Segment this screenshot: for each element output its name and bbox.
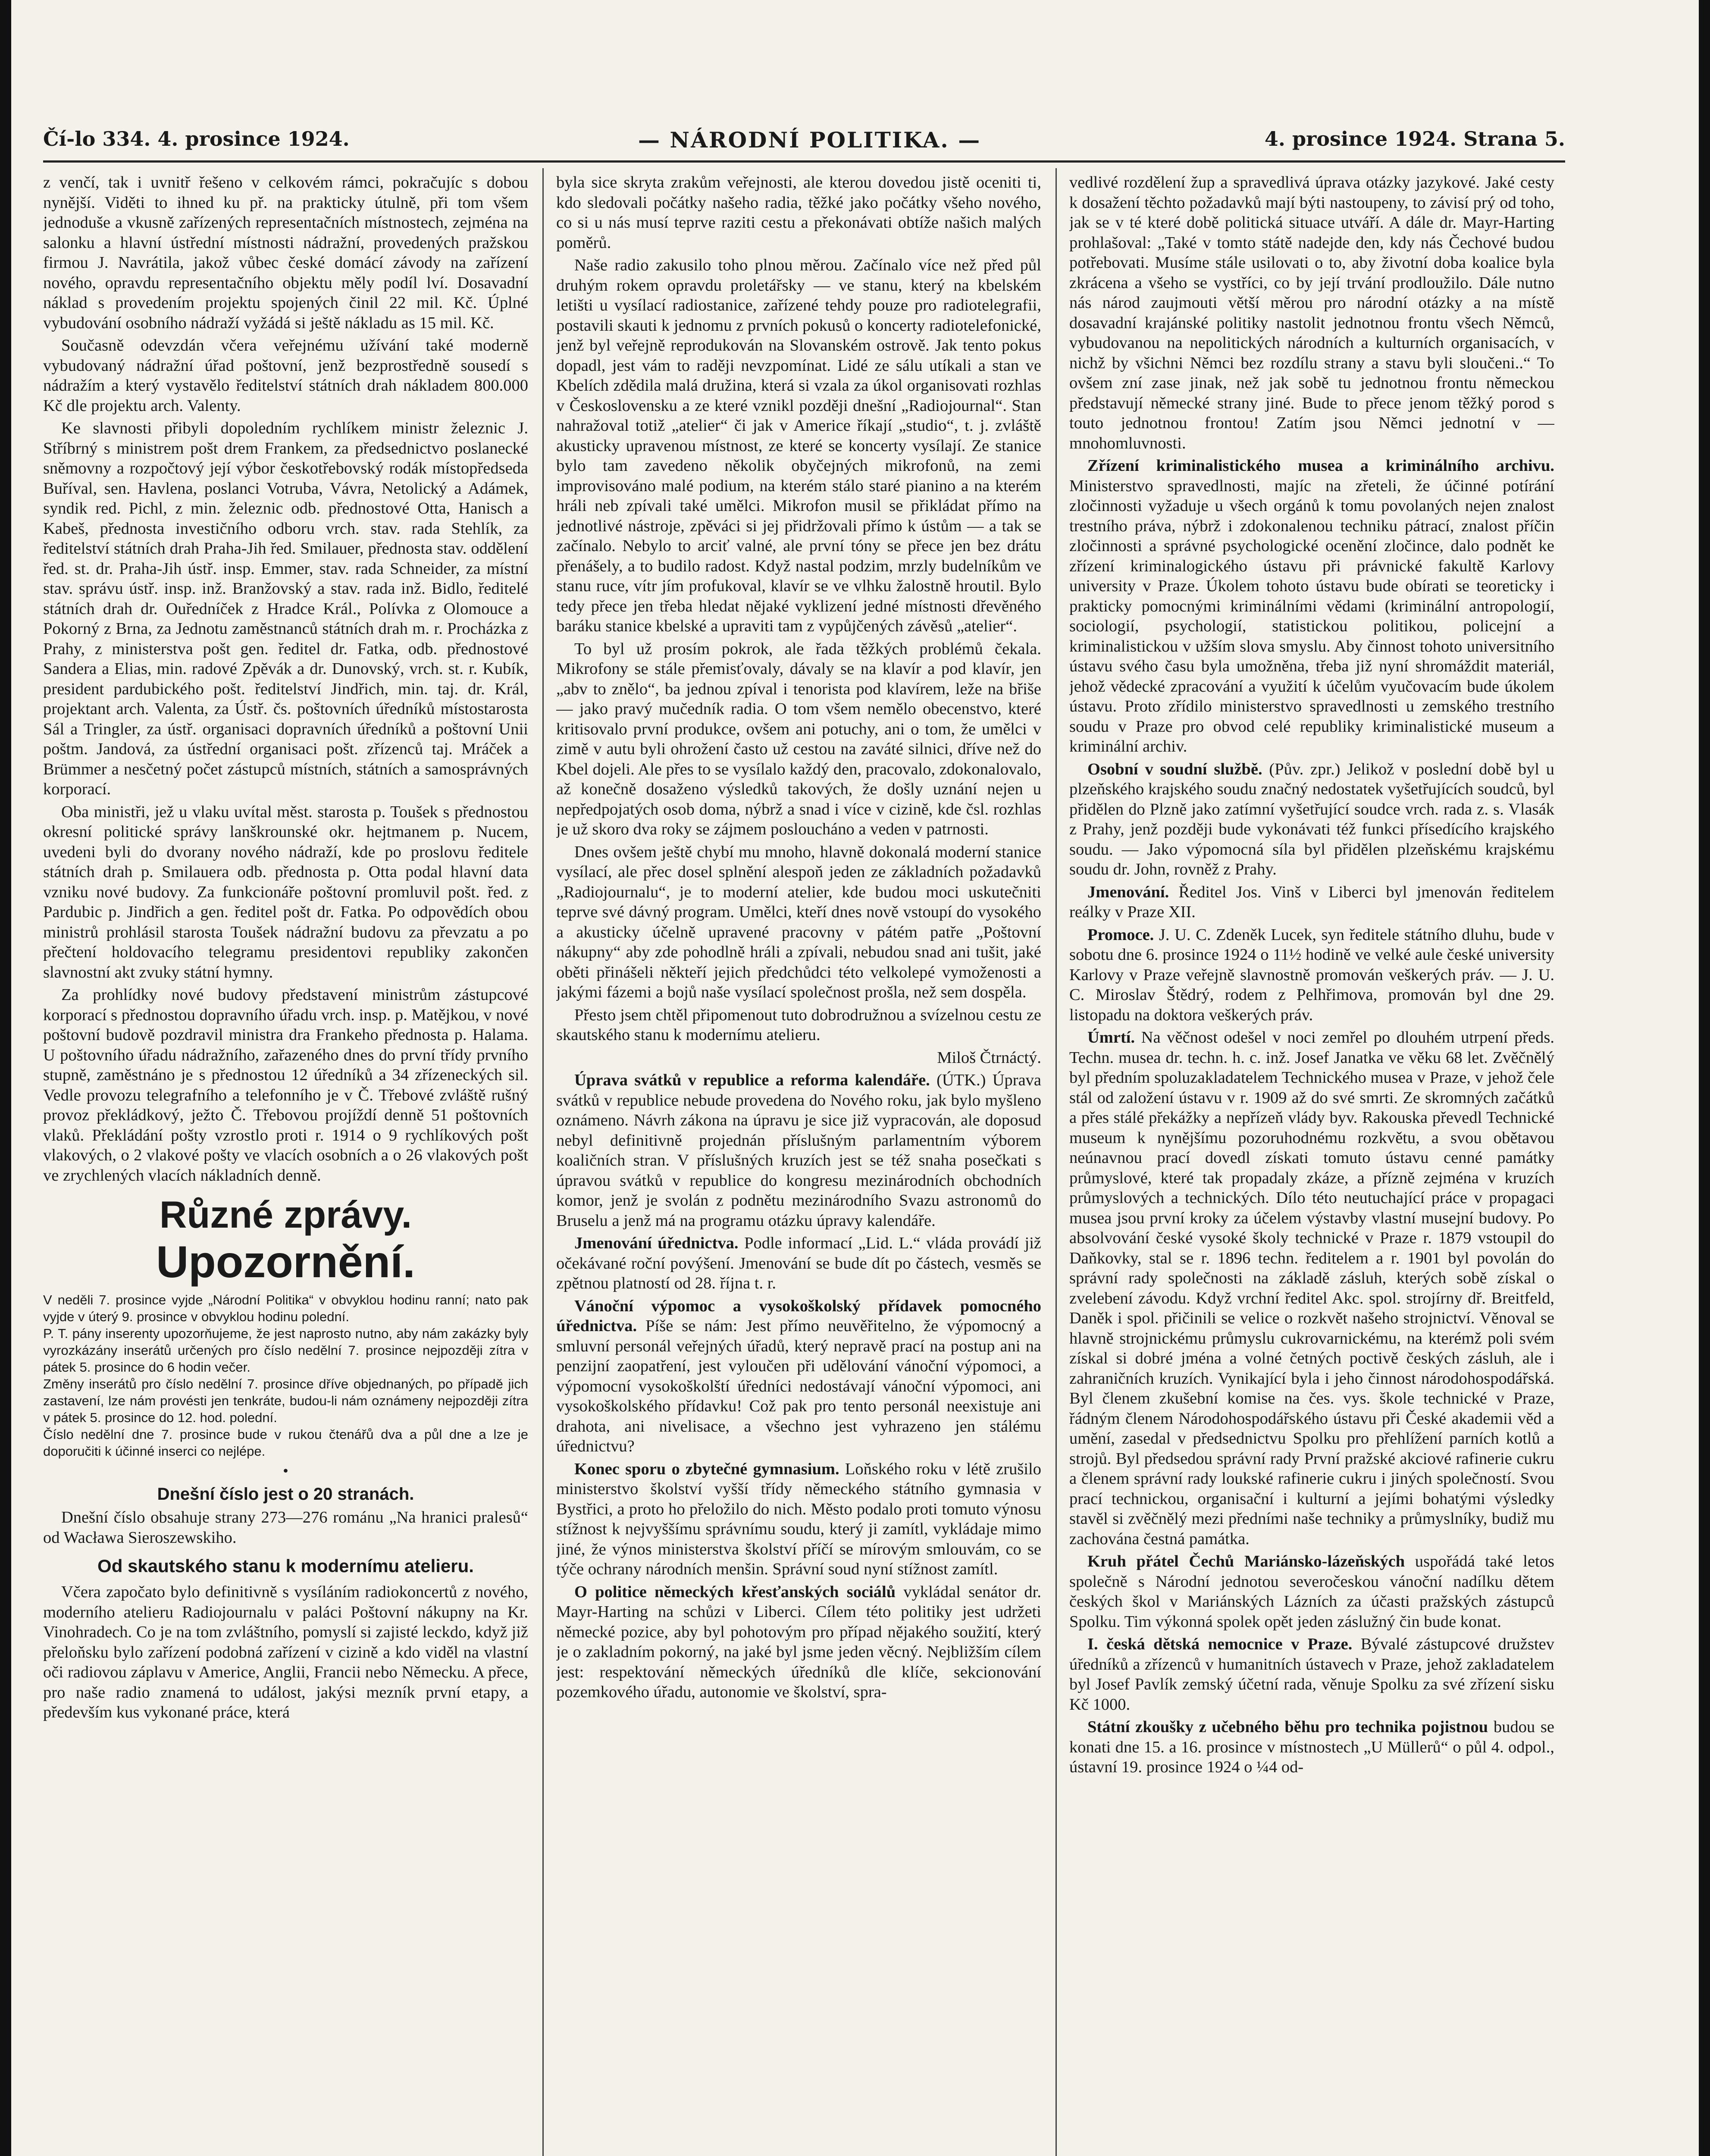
news-item (1069, 1717, 1554, 1777)
news-item (1069, 759, 1554, 880)
news-text: Podle informací „Lid. L.“ vláda provádí již očekávané roční povýšení. Jmenování se bude dít po částech, vesměs se zpětnou platností od 28. října t. r. (556, 1234, 1041, 1292)
separator-dot: • (282, 1464, 290, 1479)
news-text: Ředitel Jos. Vinš v Liberci byl jmenován ředitelem reálky v Praze XII. (1069, 883, 1554, 921)
news-text: Loňského roku v létě zrušilo ministerstvo školství vyšší třídy německého státního gymnasia v Bystřici, a proto ho přeložilo do nich. Město podalo proti tomuto výnosu stížnost k nejvyššímu správnímu soudu, který ji zamítl, vykládaje mimo jiné, že výnos ministerstva školství příčí se mírovým smlouvám, co se týče ochrany národních menšin. Správní soud nyní stížnost zamítl. (556, 1460, 1041, 1578)
page-header (43, 127, 1565, 164)
article-paragraph: Za prohlídky nové budovy představení ministrům zástupcové korporací s přednostou dopravního úřadu vrch. insp. p. Matějkou, v nové poštovní budově pozdravil ministra dra Frankeho přednosta p. Halama. U poštovního úřadu nádražního, zařazeného dnes do první třídy prvního stupně, zaměstnáno je s přednostou 12 úředníků a 34 zřízeneckých sil. Vedle provozu telegrafního a telefonního je v Č. Třebové zvláště rušný provoz překládkový, ježto Č. Třebovou projíždí denně 51 poštovních vlaků. Překládání pošty vzrostlo proti r. 1914 o 9 rychlíkových pošt vlakových, o 2 vlakové pošty ve vlacích osobních a o 26 vlakových pošt ve zrychlených vlacích nákladních denně. (43, 986, 528, 1185)
article-paragraph: byla sice skryta zrakům veřejnosti, ale kterou dovedou jistě oceniti ti, kdo sledovali počátky našeho radia, těžké jako počátky všeho nového, co si u nás musí teprve raziti cestu a překonávati obtíže našich malých poměrů. (556, 173, 1041, 252)
article-paragraph: To byl už prosím pokrok, ale řada těžkých problémů čekala. Mikrofony se stále přemisťovaly, dávaly se na klavír a pod klavír, jen „abv to znělo“, ba jednou zpíval i tenorista pod klavírem, leže na břiše — jako pravý mučedník radia. O tom všem nemělo obecenstvo, které kritisovalo první produkce, ovšem ani potuchy, ani o tom, že umělci v zimě v autu byli ohrožení často už cestou na zaváté silnici, dříve než do Kbel dojeli. Ale přes to se vysílalo každý den, pracovalo, zdokonalovalo, až konečně dosaženo výsledků takových, že došly uznání nejen u nepředpojatých osob doma, nýbrž a snad i více v cizině, kde čsl. rozhlas je už skoro dva roky se zájmem posloucháno a veden v patrnosti. (556, 639, 1041, 838)
issue-number: Čí-lo 334. 4. prosince 1924. (43, 127, 350, 150)
news-title: O politice německých křesťanských sociálů (574, 1583, 896, 1601)
article-headline: Od skautského stanu k modernímu atelieru. (97, 1556, 474, 1576)
news-text: Bývalé zástupcové družstev úředníků a zřízenců v humanitních ústavech v Praze, jehož zakladatelem byl Josef Pavlík zemský účetní rada, věnuje Spolku za své zřízení sisku Kč 1000. (1069, 1635, 1554, 1714)
masthead-title: — NÁRODNÍ POLITIKA. — (638, 127, 981, 153)
news-title: Státní zkoušky z učebného běhu pro technika pojistnou (1087, 1718, 1488, 1736)
news-title: Promoce. (1087, 925, 1154, 944)
date-page-number: 4. prosince 1924. Strana 5. (1264, 127, 1565, 150)
news-item (1069, 1634, 1554, 1714)
news-item (556, 1070, 1041, 1231)
header-rule (43, 160, 1565, 163)
news-item (556, 1296, 1041, 1457)
news-text: (Pův. zpr.) Jelikož v poslední době byl u plzeňského krajského soudu značný nedostatek vyšetřujících soudců, byl přidělen do Plzně jako zatímní vyšetřující soudce vrch. rada z. s. Vlasák z Prahy, jenž později bude vykonávati též funkci přísedícího krajského soudu. — Jako výpomocná síla byl přidělen plzeňskému krajskému soudu dr. John, rovněž z Prahy. (1069, 760, 1554, 878)
article-paragraph: Naše radio zakusilo toho plnou měrou. Začínalo více než před půl druhým rokem opravdu proletářsky — ve stanu, který na kbelském letišti u vysílací radiostanice, zařízené tehdy pouze pro radiotelegrafii, postavili skauti k jednomu z prvních pokusů o koncerty radiotelefonické, jenž byl veřejně reprodukován na Slovanském ostrově. Jak tento pokus dopadl, jest vám to raději nevzpomínat. Lidé ze sálu utíkali a stan ve Kbelích zdědila malá družina, která si vzala za úkol organisovati rozhlas v Československu a ze které vznikl později dnešní „Radiojournal“. Stan nahražoval totiž „atelier“ či jak v Americe říkají „studio“, t. j. zvláště akusticky upravenou místnost, ze které se koncerty vysílají. Ze stanice bylo tam zavedeno několik obyčejných mikrofonů, na zemi improvisováno malé podium, na kterém stálo staré pianino a na kterém hráli neb zpívali také umělci. Mikrofon musil se přikládat přímo na jednotlivé nástroje, zpěváci si jej přidržovali přímo k ústům — a tak se začínalo. Nebylo to arciť valné, ale první tóny se přece jen bez drátu přenášely, a to budilo radost. Když nastal podzim, mrzly budelníkům ve stanu ruce, vítr jím profukoval, klavír se ve vlhku žalostně hroutil. Bylo tedy přece jen třeba hledat nějaké vyklizení jedné místnosti dřevěného baráku stanice kbelské a upraviti tam z vypůjčených závěsů „atelier“. (556, 256, 1041, 635)
article-paragraph: Přesto jsem chtěl připomenout tuto dobrodružnou a svízelnou cestu ze skautského stanu k modernímu atelieru. (556, 1006, 1041, 1044)
column-1 (43, 172, 528, 2156)
news-item (1069, 456, 1554, 757)
news-item (1069, 882, 1554, 922)
article-signature: Miloš Čtrnáctý. (937, 1048, 1041, 1067)
article-paragraph: z venčí, tak i uvnitř řešeno v celkovém rámci, pokračujíc s dobou nynější. Viděti to ihned ku př. na prakticky útulně, při tom všem jednoduše a vkusně zařízených representačních místnostech, zejména na salonku a hlavní ústřední místnosti nádražní, provedených pražskou firmou J. Navrátila, jakož vůbec české domácí závody na zařízení nového, opravdu representačního objektu měly podíl lví. Dosavadní náklad s provedením projektu spojených činil 22 mil. Kč. Úplné vybudování osobního nádraží vyžádá si ještě nákladu as 15 mil. Kč. (43, 173, 528, 332)
article-paragraph: vedlivé rozdělení žup a spravedlivá úprava otázky jazykové. Jaké cesty k dosažení těchto požadavků mají býti nastoupeny, to závisí prý od toho, jak se v té které době politická situace utváří. A dále dr. Mayr-Harting prohlašoval: „Také v tomto státě nadejde den, kdy nás Čechové budou potřebovati. Musíme stále usilovati o to, aby životní doba koalice byla zkrácena a všeho se vystříci, co by její trvání prodloužilo. Dále nutno nás národ zaujmouti větší měrou pro národní otázky a na místě dosavadní krajánské politiky nastolit jednotnou frontu všech Němců, vybudovanou na nepolitických národních a kulturních organisacích, v nichž by všichni Němci bez rozdílu strany a stavu byli sloučeni..“ To ovšem zní zase jinak, než jak sobě tu jednotnou frontu německou představují německé strany jiné. Bude to přece jenom těžký porod s touto jednotnou frontou! Zatím jsou Němci jednotní v — mnohomluvnosti. (1069, 173, 1554, 452)
notice-paragraph: Změny inserátů pro číslo nedělní 7. prosince dříve objednaných, po případě jich zastavení, lze nám provésti jen tenkráte, budou-li nám oznámeny nejpozději zítra v pátek 5. prosince do 12. hod. polední. (43, 1376, 528, 1425)
news-title: Úprava svátků v republice a reforma kalendáře. (574, 1071, 930, 1089)
notice-heading: Upozornění. (156, 1237, 415, 1287)
news-text: uspořádá také letos společně s Národní jednotou severočeskou vánoční nadílku dětem českých škol v Mariánských Lázních za účasti pražských zástupců Spolku. Tim výkonná spolek opět jeden záslužný čin bude konat. (1069, 1552, 1554, 1631)
notice-paragraph: Číslo nedělní dne 7. prosince bude v rukou čtenářů dva a půl dne a lze je doporučiti k účinné inserci co nejlépe. (43, 1427, 528, 1459)
news-title: Zřízení kriminalistického musea a kriminálního archivu. (1087, 457, 1554, 475)
article-paragraph: Ke slavnosti přibyli dopoledním rychlíkem ministr železnic J. Stříbrný s ministrem pošt drem Frankem, za předsednictvo poslanecké sněmovny a rozpočtový její výbor českotřebovský rodák místopředseda Buříval, sen. Havlena, poslanci Votruba, Vávra, Netolický a Adámek, syndik red. Pichl, z min. železnic odb. přednostové Otta, Hanisch a Kabeš, přednosta investičního odboru vrch. stav. rada Stehlík, za ředitelství státních drah Praha-Jih řed. Smilauer, přednosta stav. oddělení řed. st. dr. Praha-Jih ústř. insp. Emmer, stav. rada Schneider, za místní stav. správu ústř. insp. inž. Branžovský a stav. rada inž. Bidlo, ředitelé státních drah dr. Ouředníček z Hradce Král., Polívka z Olomouce a Pokorný z Brna, za Jednotu zaměstnanců státních drah m. r. Procházka z Prahy, z ministerstva pošt gen. ředitel dr. Fatka, odb. přednostové Sandera a Elias, min. radové Zpěvák a dr. Dunovský, vrch. st. r. Kubík, president pardubického pošt. ředitelství Jindřich, min. taj. dr. Král, projektant arch. Valenta, za Ústř. čs. poštovních úředníků místostarosta Sál a Tringler, za ústř. organisaci dopravních úředníků a poštovní Unii poštm. Jandová, za ústřední organisaci pošt. zřízenců taj. Mráček a Brümmer a nesčetný počet zástupců místních, státních a samosprávných korporací. (43, 419, 528, 798)
notice-paragraph: V neděli 7. prosince vyjde „Národní Politika“ v obvyklou hodinu ranní; nato pak vyjde v úterý 9. prosince v obvyklou hodinu polední. (43, 1292, 528, 1324)
news-text: Ministerstvo spravedlnosti, majíc na zřeteli, že účinné potírání zločinnosti vyžaduje u všech orgánů k tomu povolaných nejen znalost trestního práva, nýbrž i zdokonalenou techniku pátrací, znalost příčin zločinnosti a správné psychologické ocenění zločince, dalo podnět ke zřízení kriminalogického ústavu při právnické fakultě Karlovy university v Praze. Úkolem tohoto ústavu bude obírati se teoreticky i prakticky pomocnými kriminálními vědami (kriminální antropologií, sociologií, psychologií, statistickou politikou, policejní a kriminalistickou v užším slova smyslu. Aby činnost tohoto universitního ústavu svého času byla umožněna, třeba již nyní shromáždit materiál, jehož vědecké zpracování a využití k účelům vyučovacím bude úkolem ústavu. Proto zřídilo ministerstvo spravedlnosti u zemského trestního soudu v Praze pro obvod celé republiky kriminalistické museum a kriminální archiv. (1069, 476, 1554, 755)
news-item (1069, 925, 1554, 1025)
news-title: Jmenování úřednictva. (574, 1234, 739, 1252)
article-paragraph: Současně odevzdán včera veřejnému užívání také moderně vybudovaný nádražní úřad poštovní, jenž bezprostředně sousedí s nádražím a který vystavělo ředitelství státních drah nákladem 800.000 Kč dle projektu arch. Valenty. (43, 336, 528, 415)
news-text: budou se konati dne 15. a 16. prosince v místnostech „U Müllerů“ o půl 4. odpol., ústavní 19. prosince 1924 o ¼4 od- (1069, 1718, 1554, 1776)
news-title: Úmrtí. (1087, 1028, 1135, 1047)
section-heading: Různé zprávy. (159, 1193, 412, 1236)
news-title: Kruh přátel Čechů Mariánsko-lázeňských (1087, 1552, 1405, 1570)
news-text: vykládal senátor dr. Mayr-Harting na schůzi v Liberci. Cílem této politiky jest udržeti německé pozice, aby byl pohotovým pro případ nějakého soužití, který je o zakladním pokorný, na jaké byl jsme jeden věcný. Nejbližším cílem jest: respektování německých úředníků dle klíče, sekcionování pozemkového úřadu, autonomie ve školství, spra- (556, 1583, 1041, 1701)
news-title: Jmenování. (1087, 883, 1169, 901)
news-title: Osobní v soudní službě. (1087, 760, 1262, 778)
news-title: Vánoční výpomoc a vysokoškolský přídavek pomocného úřednictva. (556, 1297, 1041, 1335)
news-text: J. U. C. Zdeněk Lucek, syn ředitele státního dluhu, bude v sobotu dne 6. prosince 1924 o 11½ hodině ve velké aule české university Karlovy v Praze veřejně slavnostně promován veškerých práv. — J. U. C. Miroslav Štědrý, rodem z Pelhřimova, promován byl dne 29. listopadu na doktora veškerých práv. (1069, 925, 1554, 1024)
column-2 (556, 172, 1041, 2156)
article-paragraph: Oba ministři, jež u vlaku uvítal měst. starosta p. Toušek s přednostou okresní politické správy lanškrounské okr. hejtmanem p. Nucem, uvedeni byli do dvorany nového nádraží, kde po proslovu ředitele státních drah p. Smilauera odb. přednosta p. Otta podal hlavní data vzniku nové budovy. Za funkcionáře poštovní promluvil pošt. řed. z Pardubic p. Jindřich a gen. ředitel pošt dr. Fatka. Po odpovědích obou ministrů prohlásil starosta Toušek nádražní budovu za převzatu a po přečtení holdovacího telegramu presidentovi republiky zakončen slavnostní akt zvuky státní hymny. (43, 802, 528, 981)
article-paragraph: Včera započato bylo definitivně s vysíláním radiokoncertů z nového, moderního atelieru Radiojournalu v paláci Poštovní nákupny na Kr. Vinohradech. Co je na tom zvláštního, pomyslí si zajisté leckdo, když již přeloňsku bylo zařízení podobná zařízení v cizině a kdo viděl na vlastní oči radiovou záplavu v Americe, Anglii, Francii nebo Německu. A přece, pro naše radio znamená to událost, jakýsi mezník první etapy, a především kus vykonané práce, která (43, 1583, 528, 1721)
news-text: Píše se nám: Jest přímo neuvěřitelno, že výpomocný a smluvní personál veřejných úřadů, který nepravě prací na postup ani na penzijní zaopatření, jest vyloučen při udělování vánoční výpomoci, a výpomocní vysokoškolští úředníci nedostávají vánoční výpomoci, ani vysokoškolského přídavku! Což pak pro tento personál neexistuje ani drahota, ani nivelisace, a všechno jest vyhrazeno jen stálému úřednictvu? (556, 1317, 1041, 1455)
news-item (1069, 1551, 1554, 1632)
news-text: Na věčnost odešel v noci zemřel po dlouhém utrpení předs. Techn. musea dr. techn. h. c. inž. Josef Janatka ve věku 68 let. Zvěčnělý byl předním spoluzakladatelem Technického musea v Praze, v jehož čele stál od založení ústavu v r. 1909 až do své smrti. Ze skromných začátků a přes stálé překážky a nepřízeň vlády byv. Rakouska převedl Technické museum k nynějšímu pozoruhodnému rozkvětu, a svou obětavou neúnavnou prací dovedl získati tomuto ústavu cenné památky průmyslové, které tak propadaly zkáze, a přízně zejména v kruzích průmyslových a technických. Dílo této neutuchající práce v propagaci musea jsou první kroky za účelem výstavby vlastní musejní budovy. Po absolvování české vysoké školy technické v Praze r. 1879 vstoupil do Daňkovky, stal se r. 1896 techn. ředitelem a r. 1901 byl povolán do správní rady společnosti na základě zásluh, kterých sobě získal o zvelebení závodu. Když vrchní ředitel Akc. spol. strojírny dř. Breitfeld, Daněk i spol. přičinili se velice o rozkvět našeho strojnictví. Věnoval se hlavně strojnickému průmyslu cukrovarnickému, na kterémž poli svém získal si dobré jména a volné četných poctivě českých zásluh, ale i zahraničních kruzích. Vynikající byla i jeho činnost národohospodářská. Byl členem zkušební komise na čes. vys. škole technické v Praze, řádným členem Národohospodářského ústavu při České akademii věd a umění, zasedal v předsednictvu Spolku pro přehlížení parních kotlů a strojů. Byl předsedou správní rady První pražské akciové rafinerie cukru a členem správní rady loukské rafinerie cukru i jiných společností. Svou prací technickou, organisační i kulturní a jejími bohatými výsledky stavěl si zvěčnělý mezi předními naše techniky a průmyslníky, budiž mu zachována čestná památka. (1069, 1028, 1554, 1548)
news-title: Konec sporu o zbytečné gymnasium. (574, 1460, 839, 1478)
news-item (556, 1233, 1041, 1294)
news-item (1069, 1028, 1554, 1549)
column-divider-2 (1055, 168, 1057, 2156)
news-paragraph: Dnešní číslo obsahuje strany 273—276 románu „Na hranici pralesů“ od Wacława Sieroszewskiho. (43, 1508, 528, 1547)
right-page-edge (1699, 0, 1710, 2156)
news-item (556, 1582, 1041, 1702)
news-title: Dnešní číslo jest o 20 stranách. (157, 1485, 414, 1504)
left-page-edge (0, 0, 11, 2156)
article-paragraph: Dnes ovšem ještě chybí mu mnoho, hlavně dokonalá moderní stanice vysílací, ale přec dosel splnění alespoň jeden ze základních požadavků „Radiojournalu“, je to moderní atelier, kde budou moci uskutečniti teprve své dávný program. Umělci, kteří dnes nově vstoupí do vysokého a akusticky účelně upravené pracovny v pátém patře „Poštovní nákupny“ aby zde pohodlně hráli a zpívali, nebudou snad ani tušit, jaké oběti přinášeli někteří jejich předchůdci této velkolepé vymoženosti a jakými fázemi a bojů naše vysílací společnost prošla, než sem dospěla. (556, 843, 1041, 1001)
news-item (556, 1459, 1041, 1579)
notice-paragraph: P. T. pány inserenty upozorňujeme, že jest naprosto nutno, aby nám zakázky byly vyrozkázány inserátů určených pro číslo nedělní 7. prosince nejpozději zítra v pátek 5. prosince do 6 hodin večer. (43, 1326, 528, 1375)
column-3 (1069, 172, 1554, 2156)
news-text: (ÚTK.) Úprava svátků v republice nebude provedena do Nového roku, jak bylo myšleno oznámeno. Návrh zákona na úpravu je sice již vypracován, ale doposud nebyl definitivně projednán příslušným parlamentním výborem koaličních stran. V příslušných kruzích jest se též snaha posečkati s úpravou svátků v republice do kongresu mezinárodních obchodních komor, jenž je svolán z podnětu mezinárodního Svazu astronomů do Bruselu a jenž má na programu otázku úpravy kalendáře. (556, 1071, 1041, 1230)
column-divider-1 (542, 168, 544, 2156)
news-title: I. česká dětská nemocnice v Praze. (1087, 1635, 1353, 1653)
